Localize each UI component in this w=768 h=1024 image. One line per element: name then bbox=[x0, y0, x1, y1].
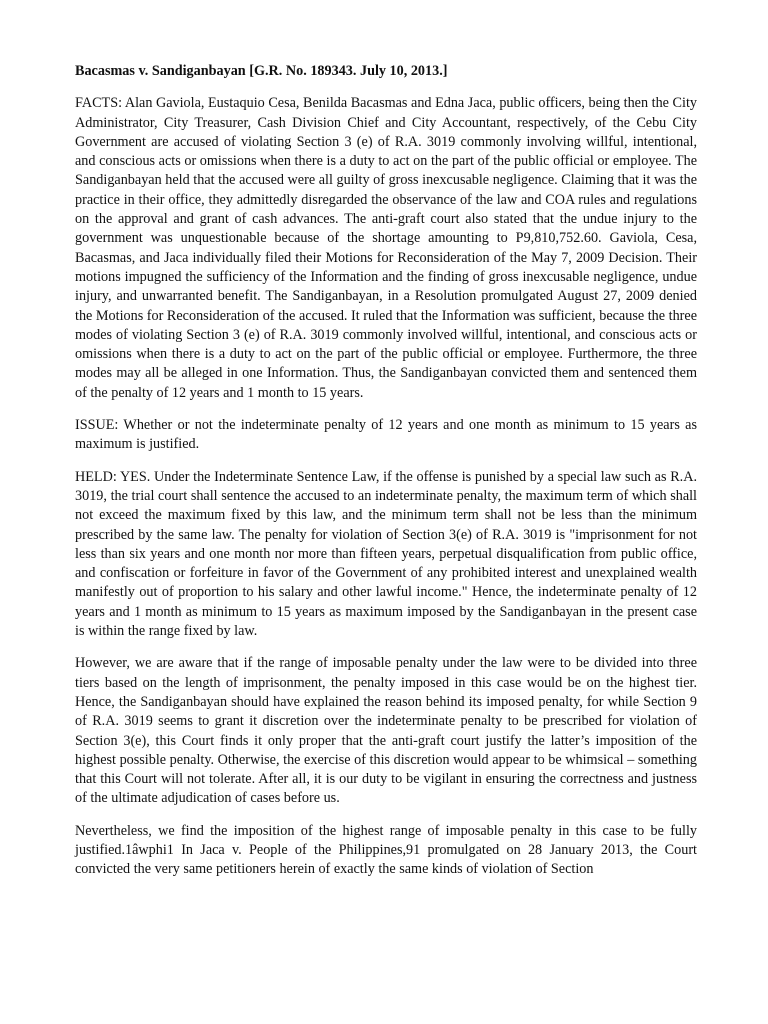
case-title: Bacasmas v. Sandiganbayan [G.R. No. 189343. July 10, 2013.] bbox=[75, 63, 448, 79]
conclusion-paragraph: Nevertheless, we find the imposition of the highest range of imposable penalty in this case to be fully justified.1âwphi1 In Jaca v. People of the Philippines,91 promulgated on 28 January 2013, the Court convicted the very same petitioners herein of exactly the same kinds of violation of Section bbox=[75, 822, 697, 878]
facts-paragraph: FACTS: Alan Gaviola, Eustaquio Cesa, Benilda Bacasmas and Edna Jaca, public officers, being then the City Administrator, City Treasurer, Cash Division Chief and City Accountant, respectively, of the Cebu City Government are accused of violating Section 3 (e) of R.A. 3019 commonly involving willful, intentional, and conscious acts or omissions when there is a duty to act on the part of the public official or employee. The Sandiganbayan held that the accused were all guilty of gross inexcusable negligence. Claiming that it was the practice in their office, they admittedly disregarded the observance of the law and COA rules and regulations on the approval and grant of cash advances. The anti-graft court also stated that the undue injury to the government was unquestionable because of the shortage amounting to P9,810,752.60. Gaviola, Cesa, Bacasmas, and Jaca individually filed their Motions for Reconsideration of the May 7, 2009 Decision. Their motions impugned the sufficiency of the Information and the finding of gross inexcusable negligence, undue injury, and unwarranted benefit. The Sandiganbayan, in a Resolution promulgated August 27, 2009 denied the Motions for Reconsideration of the accused. It ruled that the Information was sufficient, because the three modes of violating Section 3 (e) of R.A. 3019 commonly involved willful, intentional, and conscious acts or omissions when there is a duty to act on the part of the public official or employee. Furthermore, the three modes may all be alleged in one Information. Thus, the Sandiganbayan convicted them and sentenced them of the penalty of 12 years and 1 month to 15 years. bbox=[75, 95, 697, 401]
held-paragraph: HELD: YES. Under the Indeterminate Sentence Law, if the offense is punished by a special law such as R.A. 3019, the trial court shall sentence the accused to an indeterminate penalty, the maximum term of which shall not exceed the maximum fixed by this law, and the minimum term shall not be less than the minimum prescribed by the same law. The penalty for violation of Section 3(e) of R.A. 3019 is "imprisonment for not less than six years and one month nor more than fifteen years, perpetual disqualification from public office, and confiscation or forfeiture in favor of the Government of any prohibited interest and unexplained wealth manifestly out of proportion to his salary and other lawful income." Hence, the indeterminate penalty of 12 years and 1 month as minimum to 15 years as maximum imposed by the Sandiganbayan in the present case is within the range fixed by law. bbox=[75, 468, 697, 640]
discussion-paragraph: However, we are aware that if the range of imposable penalty under the law were to be divided into three tiers based on the length of imprisonment, the penalty imposed in this case would be on the highest tier. Hence, the Sandiganbayan should have explained the reason behind its imposed penalty, for while Section 9 of R.A. 3019 seems to grant it discretion over the indeterminate penalty to be prescribed for violation of Section 3(e), this Court finds it only proper that the anti-graft court justify the latter’s imposition of the highest possible penalty. Otherwise, the exercise of this discretion would appear to be whimsical – something that this Court will not tolerate. After all, it is our duty to be vigilant in ensuring the correctness and justness of the ultimate adjudication of cases before us. bbox=[75, 655, 697, 807]
document-page bbox=[75, 62, 697, 893]
issue-paragraph: ISSUE: Whether or not the indeterminate penalty of 12 years and one month as minimum to 15 years as maximum is justified. bbox=[75, 417, 697, 453]
